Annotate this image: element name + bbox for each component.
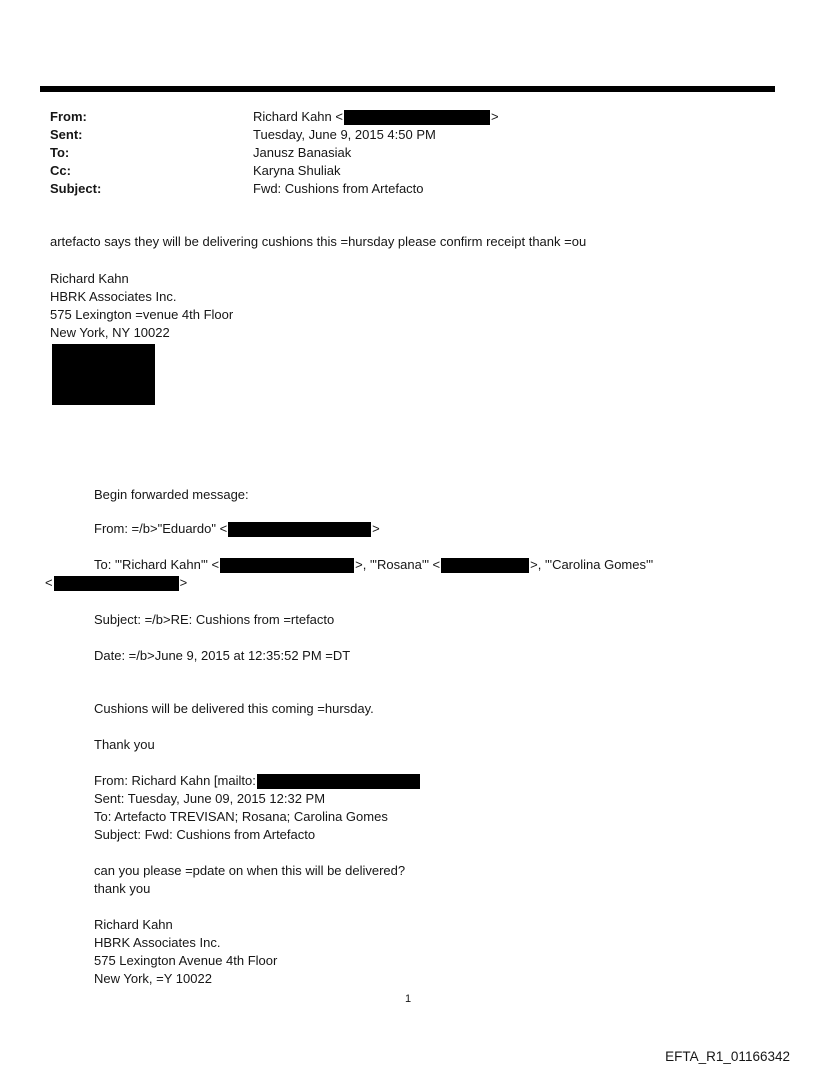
inner-from-line bbox=[94, 772, 421, 790]
forward-signature-name: Richard Kahn bbox=[94, 917, 173, 932]
signature-block bbox=[50, 270, 233, 342]
cc-value: Karyna Shuliak bbox=[253, 163, 341, 178]
forward-body-line-2: Thank you bbox=[94, 737, 155, 752]
inner-subject-line: Subject: Fwd: Cushions from Artefacto bbox=[94, 827, 316, 842]
forward-to-wrap-suffix: > bbox=[179, 575, 188, 590]
forward-signature-company: HBRK Associates Inc. bbox=[94, 935, 221, 950]
header-row-from bbox=[50, 108, 770, 126]
bates-number: EFTA_R1_01166342 bbox=[665, 1049, 790, 1064]
begin-forwarded-line: Begin forwarded message: bbox=[94, 487, 249, 502]
sent-value: Tuesday, June 9, 2015 4:50 PM bbox=[253, 127, 436, 142]
page-number: 1 bbox=[404, 993, 412, 1005]
forward-date-line: Date: =/b>June 9, 2015 at 12:35:52 PM =DT bbox=[94, 648, 351, 663]
forward-to-wrap-line bbox=[45, 574, 187, 592]
header-row-to bbox=[50, 144, 770, 162]
forward-to-mid2: >, "'Carolina Gomes'" bbox=[530, 557, 654, 572]
from-value bbox=[253, 108, 770, 126]
inner-sent-line: Sent: Tuesday, June 09, 2015 12:32 PM bbox=[94, 791, 326, 806]
inner-question-line-1: can you please =pdate on when this will be delivered? bbox=[94, 863, 406, 878]
redaction-box-from-address bbox=[344, 110, 490, 125]
forward-body-line-1: Cushions will be delivered this coming =hursday. bbox=[94, 701, 374, 716]
forward-to-wrap-prefix: < bbox=[45, 575, 53, 590]
redaction-box-mailto-address bbox=[257, 774, 420, 789]
from-value-prefix: Richard Kahn < bbox=[253, 109, 343, 124]
inner-from-prefix: From: Richard Kahn [mailto: bbox=[94, 773, 256, 788]
to-label: To: bbox=[50, 145, 70, 160]
header-row-subject bbox=[50, 180, 770, 198]
redaction-box-signature-contact bbox=[52, 344, 155, 405]
cc-label: Cc: bbox=[50, 163, 71, 178]
forward-from-line bbox=[94, 520, 380, 538]
forward-to-mid1: >, "'Rosana'" < bbox=[355, 557, 441, 572]
header-row-sent bbox=[50, 126, 770, 144]
header-divider-rule bbox=[40, 86, 775, 92]
subject-label: Subject: bbox=[50, 181, 102, 196]
forward-from-suffix: > bbox=[372, 521, 380, 536]
message-intro-line: artefacto says they will be delivering cushions this =hursday please confirm receipt thank =ou bbox=[50, 234, 587, 249]
inner-question-line-2: thank you bbox=[94, 881, 151, 896]
forward-to-line bbox=[94, 556, 653, 574]
inner-to-line: To: Artefacto TREVISAN; Rosana; Carolina Gomes bbox=[94, 809, 388, 824]
forward-signature-block bbox=[94, 916, 277, 988]
subject-value: Fwd: Cushions from Artefacto bbox=[253, 181, 424, 196]
forward-signature-city: New York, =Y 10022 bbox=[94, 971, 212, 986]
redaction-box-gomes-address bbox=[54, 576, 179, 591]
signature-street: 575 Lexington =venue 4th Floor bbox=[50, 307, 234, 322]
from-label: From: bbox=[50, 109, 87, 124]
redaction-box-kahn-address bbox=[220, 558, 354, 573]
header-row-cc bbox=[50, 162, 770, 180]
signature-city: New York, NY 10022 bbox=[50, 325, 170, 340]
forward-signature-street: 575 Lexington Avenue 4th Floor bbox=[94, 953, 278, 968]
to-value: Janusz Banasiak bbox=[253, 145, 352, 160]
signature-name: Richard Kahn bbox=[50, 271, 129, 286]
sent-label: Sent: bbox=[50, 127, 83, 142]
forward-from-prefix: From: =/b>"Eduardo" < bbox=[94, 521, 228, 536]
forward-to-prefix: To: "'Richard Kahn'" < bbox=[94, 557, 220, 572]
email-header bbox=[50, 108, 770, 198]
from-value-suffix: > bbox=[490, 109, 499, 124]
forward-subject-line: Subject: =/b>RE: Cushions from =rtefacto bbox=[94, 612, 335, 627]
redaction-box-eduardo-address bbox=[228, 522, 371, 537]
signature-company: HBRK Associates Inc. bbox=[50, 289, 177, 304]
redaction-box-rosana-address bbox=[441, 558, 529, 573]
